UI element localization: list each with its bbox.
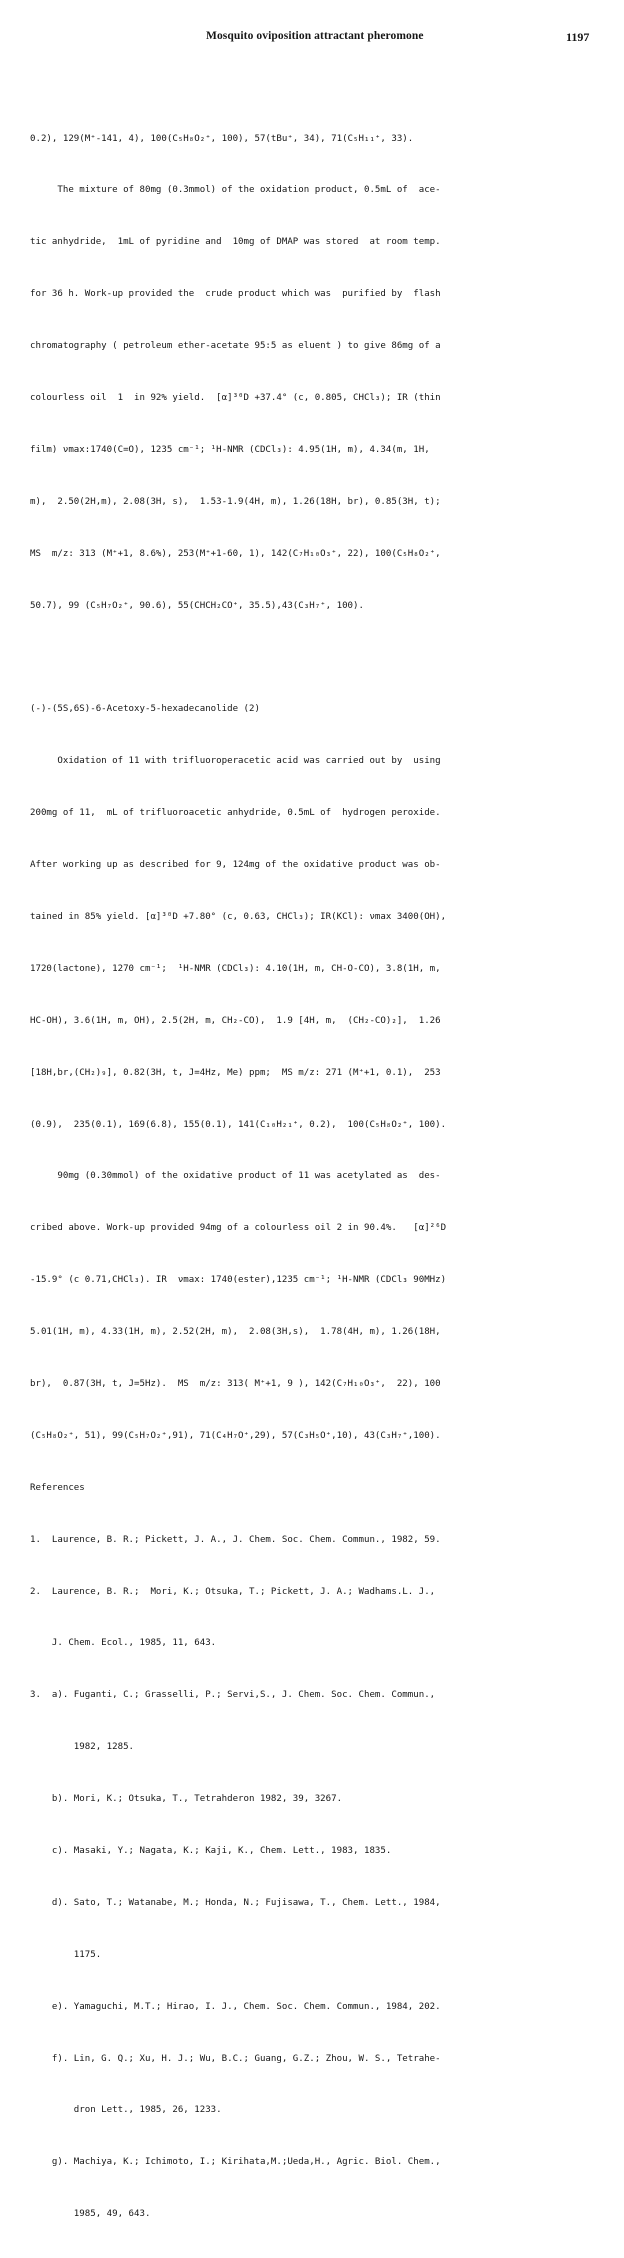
- text-line: MS m/z: 313 (M⁺+1, 8.6%), 253(M⁺+1-60, 1), 142(C₇H₁₀O₃⁺, 22), 100(C₅H₈O₂⁺,: [30, 548, 441, 559]
- text-line: m), 2.50(2H,m), 2.08(3H, s), 1.53-1.9(4H, m), 1.26(18H, br), 0.85(3H, t);: [30, 496, 441, 507]
- reference-item: 1. Laurence, B. R.; Pickett, J. A., J. Chem. Soc. Chem. Commun., 1982, 59.: [30, 1534, 441, 1545]
- text-line: Oxidation of 11 with trifluoroperacetic acid was carried out by using: [30, 756, 441, 767]
- text-line: film) νmax:1740(C=O), 1235 cm⁻¹; ¹H-NMR (CDCl₃): 4.95(1H, m), 4.34(m, 1H,: [30, 444, 430, 455]
- reference-item: 2. Laurence, B. R.; Mori, K.; Otsuka, T.; Pickett, J. A.; Wadhams.L. J.,: [30, 1586, 436, 1597]
- text-line: 1720(lactone), 1270 cm⁻¹; ¹H-NMR (CDCl₃): 4.10(1H, m, CH-O-CO), 3.8(1H, m,: [30, 963, 441, 974]
- reference-item: d). Sato, T.; Watanabe, M.; Honda, N.; Fujisawa, T., Chem. Lett., 1984,: [30, 1897, 441, 1908]
- text-line: chromatography ( petroleum ether-acetate 95:5 as eluent ) to give 86mg of a: [30, 341, 441, 352]
- text-line: HC-OH), 3.6(1H, m, OH), 2.5(2H, m, CH₂-CO), 1.9 [4H, m, (CH₂-CO)₂], 1.26: [30, 1015, 441, 1026]
- text-line: for 36 h. Work-up provided the crude product which was purified by flash: [30, 289, 441, 300]
- reference-item: 1982, 1285.: [30, 1742, 135, 1753]
- reference-item: 1985, 49, 643.: [30, 2209, 151, 2220]
- article-body: [30, 96, 608, 2258]
- text-line: The mixture of 80mg (0.3mmol) of the oxidation product, 0.5mL of ace-: [30, 185, 441, 196]
- running-title: Mosquito oviposition attractant pheromone: [206, 30, 424, 42]
- page-number: 1197: [566, 30, 590, 44]
- text-line: 200mg of 11, mL of trifluoroacetic anhydride, 0.5mL of hydrogen peroxide.: [30, 808, 441, 819]
- text-line: tic anhydride, 1mL of pyridine and 10mg of DMAP was stored at room temp.: [30, 237, 441, 248]
- page-header: [0, 30, 624, 50]
- text-line: (C₅H₈O₂⁺, 51), 99(C₅H₇O₂⁺,91), 71(C₄H₇O⁺,29), 57(C₃H₅O⁺,10), 43(C₃H₇⁺,100).: [30, 1430, 441, 1441]
- reference-item: g). Machiya, K.; Ichimoto, I.; Kirihata,M.;Ueda,H., Agric. Biol. Chem.,: [30, 2157, 441, 2168]
- text-line: colourless oil 1 in 92% yield. [α]³⁰D +37.4° (c, 0.805, CHCl₃); IR (thin: [30, 393, 441, 404]
- section-heading: (-)-(5S,6S)-6-Acetoxy-5-hexadecanolide (2): [30, 704, 260, 715]
- references-heading: References: [30, 1482, 85, 1493]
- blank-line: [30, 650, 608, 667]
- text-line: 5.01(1H, m), 4.33(1H, m), 2.52(2H, m), 2.08(3H,s), 1.78(4H, m), 1.26(18H,: [30, 1327, 441, 1338]
- text-line: cribed above. Work-up provided 94mg of a colourless oil 2 in 90.4%. [α]²⁶D: [30, 1223, 447, 1234]
- reference-item: f). Lin, G. Q.; Xu, H. J.; Wu, B.C.; Guang, G.Z.; Zhou, W. S., Tetrahe-: [30, 2053, 441, 2064]
- reference-item: 3. a). Fuganti, C.; Grasselli, P.; Servi,S., J. Chem. Soc. Chem. Commun.,: [30, 1690, 436, 1701]
- text-line: [18H,br,(CH₂)₉], 0.82(3H, t, J=4Hz, Me) ppm; MS m/z: 271 (M⁺+1, 0.1), 253: [30, 1067, 441, 1078]
- reference-item: c). Masaki, Y.; Nagata, K.; Kaji, K., Chem. Lett., 1983, 1835.: [30, 1845, 392, 1856]
- text-line: tained in 85% yield. [α]³⁰D +7.80° (c, 0.63, CHCl₃); IR(KCl): νmax 3400(OH),: [30, 911, 447, 922]
- reference-item: b). Mori, K.; Otsuka, T., Tetrahderon 1982, 39, 3267.: [30, 1794, 343, 1805]
- text-line: 90mg (0.30mmol) of the oxidative product of 11 was acetylated as des-: [30, 1171, 441, 1182]
- reference-item: dron Lett., 1985, 26, 1233.: [30, 2105, 222, 2116]
- text-line: br), 0.87(3H, t, J=5Hz). MS m/z: 313( M⁺+1, 9 ), 142(C₇H₁₀O₃⁺, 22), 100: [30, 1378, 441, 1389]
- text-line: -15.9° (c 0.71,CHCl₃). IR νmax: 1740(ester),1235 cm⁻¹; ¹H-NMR (CDCl₃ 90MHz): [30, 1275, 447, 1286]
- text-line: 50.7), 99 (C₅H₇O₂⁺, 90.6), 55(CHCH₂CO⁺, 35.5),43(C₃H₇⁺, 100).: [30, 600, 364, 611]
- reference-item: J. Chem. Ecol., 1985, 11, 643.: [30, 1638, 217, 1649]
- text-line: 0.2), 129(M⁺-141, 4), 100(C₅H₈O₂⁺, 100), 57(tBu⁺, 34), 71(C₅H₁₁⁺, 33).: [30, 133, 414, 144]
- reference-item: 1175.: [30, 1949, 102, 1960]
- text-line: After working up as described for 9, 124mg of the oxidative product was ob-: [30, 860, 441, 871]
- text-line: (0.9), 235(0.1), 169(6.8), 155(0.1), 141(C₁₀H₂₁⁺, 0.2), 100(C₅H₈O₂⁺, 100).: [30, 1119, 447, 1130]
- reference-item: e). Yamaguchi, M.T.; Hirao, I. J., Chem. Soc. Chem. Commun., 1984, 202.: [30, 2001, 441, 2012]
